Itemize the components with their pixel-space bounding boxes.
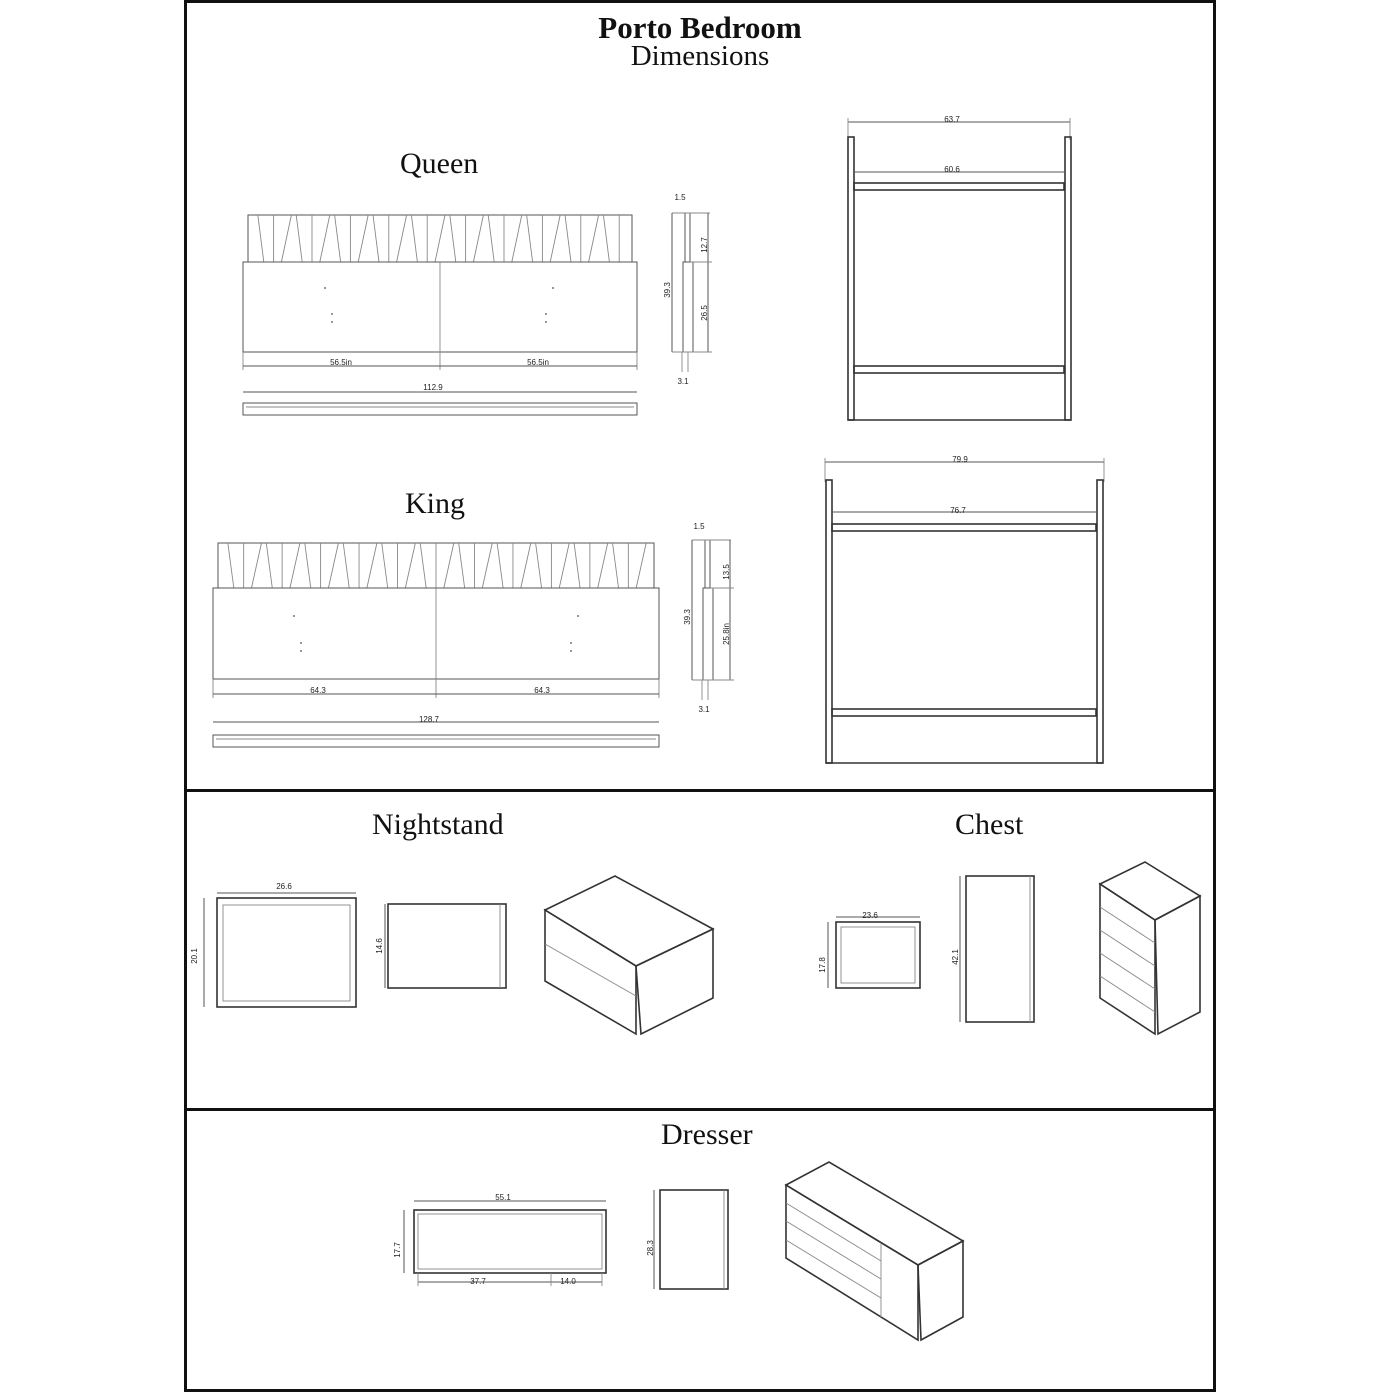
chest-depth-dim: 17.8 — [818, 957, 827, 973]
queen-side-lower-dim: 26.5 — [700, 305, 709, 321]
headboard-slat — [420, 543, 426, 588]
dresser-height-dim: 28.3 — [646, 1240, 655, 1256]
headboard-slat — [320, 215, 330, 262]
headboard-slat — [550, 215, 560, 262]
headboard-slat — [266, 543, 272, 588]
chest-top-view — [828, 917, 920, 988]
page-subtitle: Dimensions — [630, 40, 770, 72]
chest-height-dim: 42.1 — [951, 949, 960, 965]
chest-width-dim: 23.6 — [862, 911, 878, 920]
king-label: King — [405, 487, 465, 520]
queen-front-total-dim: 112.9 — [423, 383, 443, 392]
dresser-seg-a-dim: 37.7 — [470, 1277, 486, 1286]
headboard-slat — [281, 215, 291, 262]
headboard-slat — [559, 543, 569, 588]
headboard-slat — [482, 543, 492, 588]
dresser-iso-view — [786, 1162, 963, 1340]
headboard-slat — [411, 215, 417, 262]
nightstand-height-dim: 14.6 — [375, 938, 384, 954]
headboard-slat — [459, 543, 465, 588]
queen-plan-drawing — [848, 118, 1071, 420]
queen-side-drawing — [672, 213, 712, 372]
headboard-slat — [521, 543, 531, 588]
king-front-left-dim: 64.3 — [310, 686, 326, 695]
headboard-slat — [358, 215, 368, 262]
nightstand-width-dim: 26.6 — [276, 882, 292, 891]
headboard-slat — [450, 215, 456, 262]
nightstand-iso-view — [545, 876, 713, 1034]
dresser-depth-dim: 17.7 — [393, 1242, 402, 1258]
headboard-slat — [373, 215, 379, 262]
headboard-slat — [574, 543, 580, 588]
headboard-slat — [296, 215, 302, 262]
headboard-slat — [328, 543, 338, 588]
king-side-base-dim: 3.1 — [698, 705, 710, 714]
headboard-slat — [565, 215, 571, 262]
nightstand-front-view — [385, 904, 506, 988]
queen-plan-inner-dim: 60.6 — [944, 165, 960, 174]
headboard-slat — [603, 215, 609, 262]
headboard-slat — [405, 543, 415, 588]
king-plan-outer-dim: 79.9 — [952, 455, 968, 464]
dresser-width-dim: 55.1 — [495, 1193, 511, 1202]
headboard-slat — [536, 543, 542, 588]
headboard-slat — [397, 215, 407, 262]
chest-iso-view — [1100, 862, 1200, 1034]
king-plan-drawing — [825, 458, 1104, 763]
queen-front-left-dim: 56.5in — [330, 358, 352, 367]
headboard-slat — [228, 543, 234, 588]
king-front-total-dim: 128.7 — [418, 715, 440, 724]
headboard-slat — [367, 543, 377, 588]
king-side-top-dim: 1.5 — [693, 522, 705, 531]
king-plan-inner-dim: 76.7 — [950, 506, 966, 515]
headboard-slat — [598, 543, 608, 588]
dresser-label: Dresser — [661, 1118, 753, 1151]
nightstand-label: Nightstand — [372, 808, 504, 841]
headboard-slat — [258, 215, 264, 262]
headboard-slat — [589, 215, 599, 262]
chest-side-view — [960, 876, 1034, 1022]
headboard-slat — [343, 543, 349, 588]
queen-side-base-dim: 3.1 — [677, 377, 689, 386]
dresser-seg-b-dim: 14.0 — [560, 1277, 576, 1286]
headboard-slat — [251, 543, 261, 588]
king-side-drawing — [692, 540, 734, 700]
queen-side-top-dim: 1.5 — [674, 193, 686, 202]
queen-side-upper-dim: 12.7 — [700, 237, 709, 253]
headboard-slat — [636, 543, 646, 588]
king-side-height-dim: 39.3 — [683, 609, 692, 625]
king-side-upper-dim: 13.5 — [722, 564, 731, 580]
nightstand-top-view — [204, 893, 356, 1007]
queen-side-height-dim: 39.3 — [663, 282, 672, 298]
headboard-slat — [335, 215, 341, 262]
headboard-slat — [527, 215, 533, 262]
headboard-slat — [488, 215, 494, 262]
king-front-right-dim: 64.3 — [534, 686, 550, 695]
queen-front-right-dim: 56.5in — [527, 358, 549, 367]
page-title: Porto Bedroom — [598, 10, 802, 45]
headboard-slat — [444, 543, 454, 588]
dresser-top-view — [404, 1201, 606, 1286]
queen-label: Queen — [400, 147, 479, 180]
dresser-side-view — [654, 1190, 728, 1289]
headboard-slat — [290, 543, 300, 588]
headboard-slat — [497, 543, 503, 588]
chest-label: Chest — [955, 808, 1024, 841]
headboard-slat — [473, 215, 483, 262]
headboard-slat — [435, 215, 445, 262]
king-side-lower-dim: 25.8in — [722, 623, 731, 645]
headboard-slat — [382, 543, 388, 588]
headboard-slat — [305, 543, 311, 588]
nightstand-depth-dim: 20.1 — [190, 948, 199, 964]
headboard-slat — [613, 543, 619, 588]
headboard-slat — [512, 215, 522, 262]
queen-plan-outer-dim: 63.7 — [944, 115, 960, 124]
